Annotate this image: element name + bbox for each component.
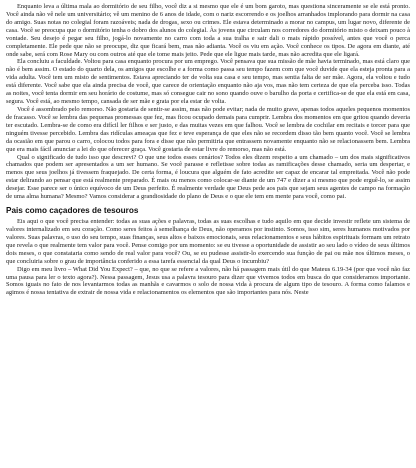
body-paragraph: Digo em meu livro – What Did You Expect? – que, no que se refere a valores, não há passagem mais útil do que Mateus 6.19-34 (por que você não faz uma pausa para ler o texto agora?). Nessa passagem, Jesus usa a palavra tesouro para dizer que vivemos todos em busca do que consideramos importante. Somos iguais no fato de nos levantarmos todas as manhãs e cavarmos o solo de nossa vida à procura de algum tipo de tesouro. A forma como falamos e agimos é nossa tentativa de extrair de nossa vida e relacionamentos os elementos que são importantes para nós. Neste (6, 265, 410, 297)
section-heading: Pais como caçadores de tesouros (6, 206, 139, 216)
body-paragraph: Eis aqui o que você precisa entender: todas as suas ações e palavras, todas as suas escolhas e tudo aquilo em que decide investir reflete um sistema de valores internalizado em seu coração. Como seres feitos à semelhança de Deus, não operamos por instinto. Somos, isso sim, seres humanos motivados por valores. Suas palavras, o uso do seu tempo, suas finanças, seus altos e baixos emocionais, seus relacionamentos e seus hábitos espirituais formam um retrato que revela o que realmente tem valor para você. Pense comigo por um momento: se eu tivesse a oportunidade de assistir ao seu lado o vídeo de seus últimos dois meses, o que constataria como sendo de real valor para você? Ou, se eu pudesse assistir-lo exercendo sua função de pai ou mãe nos últimos meses, o que concluiria sobre o grau de importância conferido a essa tarefa essencial da qual Deus o incumbiu? (6, 218, 410, 265)
body-paragraph: Qual o significado de tudo isso que descrevi? O que une todos esses cenários? Todos eles dizem respeito a um chamado – um dos mais significativos chamados que podem ser apresentados a um ser humano. Se você parasse e refletisse sobre todas as ramificações desse chamado, seria um despertar, e menos que seus joelhos já tivessem fraquejado. De certa forma, é loucura que alguém de fato acredite ser capaz de encarar tal empreitada. Você não pode estar delirando ao pensar que está realmente preparado. É mais ou menos como colocar-se diante de um 747 e dizer a si mesmo que pode erguê-lo, se assim desejar. Esse parece ser o único equívoco de um Deus perfeito. É realmente verdade que Deus pede aos pais que sejam seus agentes de campo na formação de uma alma humana? Mesmo? Vamos considerar a grandiosidade do plano de Deus e o que ele tem em mente para você, como pai. (6, 153, 410, 201)
body-paragraph: Você é assombrado pelo remorso. Não gostaria de sentir-se assim, mas não pode evitar; nada de muito grave, apenas todos aqueles pequenos momentos de fracasso. Você se lembra das pequenas promessas que fez, mas ficou ocupado demais para cumprir. Lembra dos momentos em que gritou quando deveria ter escutado. Lembra-se de como era difícil ler filhos e ser justo, e das muitas vezes em que falhou. Você se lembra de cochilar em recitais e torcer para que ninguém tivesse percebido. Lembra das ridículas ameaças que fez e teve esperança de que eles não se recordem disso tão bem quanto você. Você se lembra da ocasião em que parou o carro, colocou todos para fora e disse que não permitiria que entrassem novamente enquanto não se relacionassem bem. Lembra que era mais fácil anunciar a lei do que oferecer graça. Você gostaria de estar livre do remorso, mas não está. (6, 105, 410, 153)
body-paragraph: Enquanto leva a última mala ao dormitório de seu filho, você diz a si mesmo que ele é um bom garoto, mas questiona sinceramente se ele está pronto. Você ainda não vê nele um universitário; vê um menino de 6 anos de idade, com o nariz escorrendo e os joelhos arranhados implorando para dormir na casa do amigo. Suas notas no colegial foram razoáveis; nada de drogas, sexo ou crimes. Ele estava determinado a morar no campus, um lugar novo, diferente de casa. Você se preocupa que o dormitório tenha o dobro dos alunos do colegial. Às jovens que circulam nos corredores do dormitório misto o deixam pouco à vontade. Seu desejo é pegar seu filho, jogá-lo novamente no carro com toda a sua tralha e sair dali o mais rápido possível, antes que você o perca completamente. Ele pede que não se preocupe, diz que ficará bem, mas não adianta. Você os viu em ação. Você conhece os tipos. De agora em diante, até onde sabe, será com Rose Mary ou com outros até que ele tome mais jeito. Pede que ele ligue mais tarde, mas não acredita que ele ligará. (6, 3, 410, 58)
body-paragraph: Ela concluiu a faculdade. Voltou para casa enquanto procura por um emprego. Você pensava que sua missão de mãe havia terminado, mas está claro que não é bem assim. O estado do quarto dela, os amigos que escolhe e a forma como passa seu tempo fazem com que você duvide que ela esteja pronta para a vida adulta. Você tem um misto de sentimentos. Estava apreciando ter de volta sua casa e seu tempo, mas sentia falta de ser mãe. Agora, ela voltou e tudo está diferente. Você sabe que ela ainda precisa de você, que carece de orientação enquanto não aja vos, mas não tem certeza de que ela perceba isso. Todas as noites, você tenta dormir em seu horário de costume, mas só consegue cair no sono quando ouve o barulho da porta e certifica-se de que ela está em casa, segura. Você está, ao mesmo tempo, cansada de ser mãe e grata por ela estar de volta. (6, 58, 410, 106)
